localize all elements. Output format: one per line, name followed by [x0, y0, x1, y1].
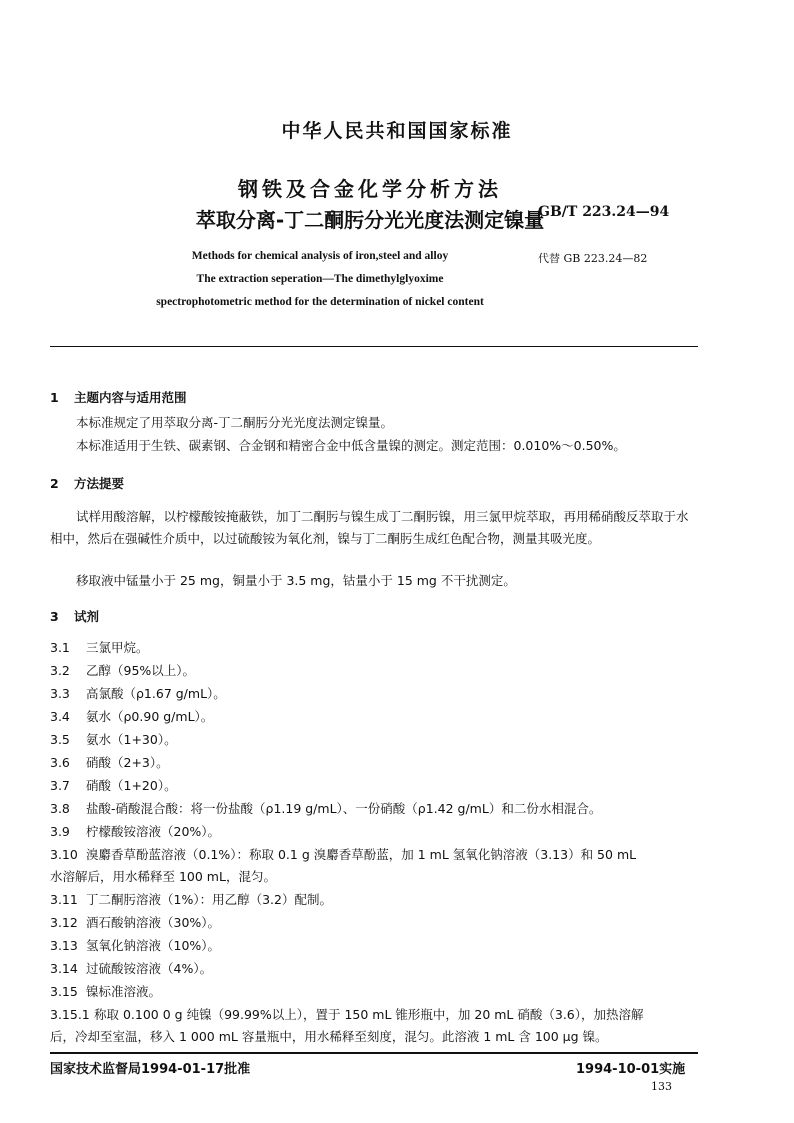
item-text: 高氯酸（ρ1.67 g/mL）。 [86, 686, 226, 701]
item-text: 酒石酸钠溶液（30%）。 [86, 915, 221, 930]
item-number: 3.7 [50, 778, 70, 793]
section-2-para-1: 试样用酸溶解，以柠檬酸铵掩蔽铁，加丁二酮肟与镍生成丁二酮肟镍，用三氯甲烷萃取，再用稀硝酸反萃取于水相中，然后在强碱性介质中，以过硫酸铵为氧化剂，镍与丁二酮肟生成红色配合物，测量其吸光度。 [50, 509, 689, 546]
section-2-heading [50, 474, 124, 492]
item-text: 柠檬酸铵溶液（20%）。 [86, 824, 221, 839]
reagent-item [50, 706, 710, 728]
item-number: 3.12 [50, 915, 78, 930]
section-number: 2 [50, 476, 59, 491]
reagent-item [50, 821, 710, 843]
reagent-item [50, 889, 710, 911]
reagent-item [50, 752, 710, 774]
reagent-item [50, 775, 710, 797]
national-standard-heading: 中华人民共和国国家标准 [281, 120, 513, 142]
section-1-heading [50, 388, 187, 406]
header-divider [50, 346, 698, 347]
item-text: 氨水（1+30）。 [86, 732, 177, 747]
reagent-item [50, 981, 710, 1003]
reagent-item [50, 729, 710, 751]
section-3-heading [50, 607, 99, 625]
item-number: 3.13 [50, 938, 78, 953]
reagent-item [50, 683, 710, 705]
footer-divider [50, 1052, 698, 1054]
reagent-item [50, 912, 710, 934]
reagent-item [50, 637, 710, 659]
item-text: 镍标准溶液。 [86, 984, 162, 999]
effective-date: 1994-10-01实施 [576, 1062, 686, 1077]
approval-date: 国家技术监督局1994-01-17批准 [50, 1062, 251, 1077]
reagent-item [50, 798, 710, 820]
item-text: 硝酸（1+20）。 [86, 778, 177, 793]
section-2-para-2: 移取液中锰量小于 25 mg，铜量小于 3.5 mg，钴量小于 15 mg 不干扰测定。 [76, 573, 516, 588]
replaces-standard: 代替 GB 223.24—82 [538, 252, 648, 265]
item-text: 硝酸（2+3）。 [86, 755, 169, 770]
item-text: 氨水（ρ0.90 g/mL）。 [86, 709, 214, 724]
english-title-line3: spectrophotometric method for the determination of nickel content [156, 296, 484, 308]
item-text: 丁二酮肟溶液（1%）：用乙醇（3.2）配制。 [86, 892, 332, 907]
item-number: 3.15.1 [50, 1007, 90, 1022]
section-title: 试剂 [74, 609, 100, 624]
item-number: 3.14 [50, 961, 78, 976]
section-title: 方法提要 [74, 476, 125, 491]
item-number: 3.9 [50, 824, 70, 839]
item-number: 3.3 [50, 686, 70, 701]
page-number: 133 [651, 1080, 672, 1093]
reagent-item-continuation: 水溶解后，用水稀释至 100 mL，混匀。 [50, 869, 276, 884]
english-title-line1: Methods for chemical analysis of iron,steel and alloy [191, 250, 449, 262]
section-number: 3 [50, 609, 59, 624]
section-1-para-2: 本标准适用于生铁、碳素钢、合金钢和精密合金中低含量镍的测定。测定范围：0.010%～0.50%。 [76, 438, 626, 453]
reagent-item [50, 1004, 710, 1026]
item-number: 3.5 [50, 732, 70, 747]
item-number: 3.8 [50, 801, 70, 816]
section-title: 主题内容与适用范围 [74, 390, 187, 405]
english-title-line2: The extraction seperation—The dimethylglyoxime [196, 273, 444, 285]
item-number: 3.15 [50, 984, 78, 999]
item-number: 3.6 [50, 755, 70, 770]
item-number: 3.10 [50, 847, 78, 862]
reagent-item-continuation: 后，冷却至室温，移入 1 000 mL 容量瓶中，用水稀释至刻度，混匀。此溶液 1 mL 含 100 μg 镍。 [50, 1029, 608, 1044]
section-number: 1 [50, 390, 59, 405]
item-text: 氢氧化钠溶液（10%）。 [86, 938, 221, 953]
item-text: 乙醇（95%以上）。 [86, 663, 196, 678]
item-number: 3.11 [50, 892, 78, 907]
item-text: 过硫酸铵溶液（4%）。 [86, 961, 213, 976]
item-text: 称取 0.100 0 g 纯镍（99.99%以上），置于 150 mL 锥形瓶中，加 20 mL 硝酸（3.6），加热溶解 [94, 1007, 644, 1022]
item-text: 溴麝香草酚蓝溶液（0.1%）：称取 0.1 g 溴麝香草酚蓝，加 1 mL 氢氧化钠溶液（3.13）和 50 mL [86, 847, 637, 862]
standard-number: GB/T 223.24—94 [538, 204, 670, 220]
item-text: 盐酸-硝酸混合酸：将一份盐酸（ρ1.19 g/mL）、一份硝酸（ρ1.42 g/mL）和二份水相混合。 [86, 801, 602, 816]
item-number: 3.2 [50, 663, 70, 678]
section-1-para-1: 本标准规定了用萃取分离-丁二酮肟分光光度法测定镍量。 [76, 415, 394, 430]
document-title-line2: 萃取分离-丁二酮肟分光光度法测定镍量 [195, 208, 545, 232]
reagent-item [50, 844, 710, 866]
reagent-item [50, 660, 710, 682]
reagent-item [50, 935, 710, 957]
item-number: 3.1 [50, 640, 70, 655]
item-text: 三氯甲烷。 [86, 640, 149, 655]
document-title-line1: 钢铁及合金化学分析方法 [238, 177, 502, 201]
item-number: 3.4 [50, 709, 70, 724]
reagent-item [50, 958, 710, 980]
